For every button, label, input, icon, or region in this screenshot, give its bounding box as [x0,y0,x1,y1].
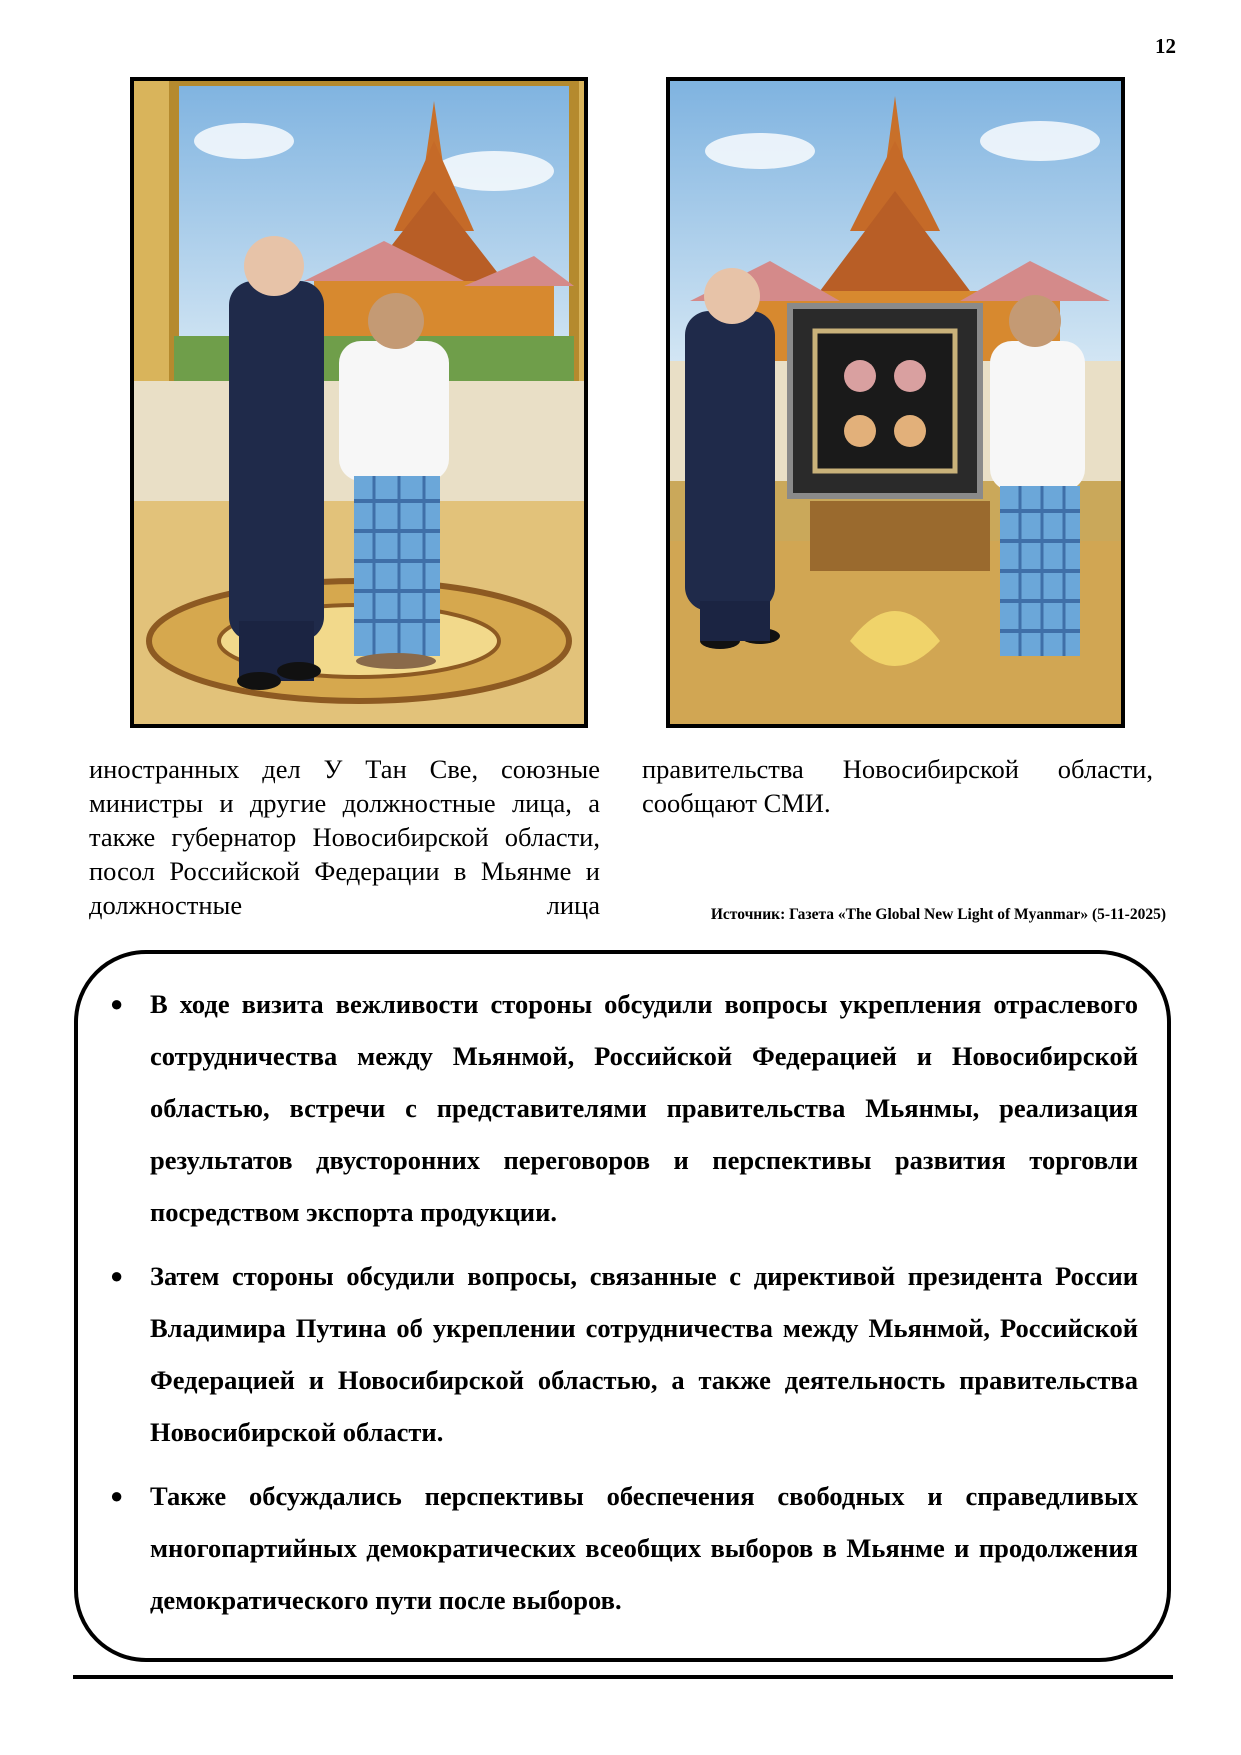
bullet-icon: ● [110,991,124,1016]
article-source: Источник: Газета «The Global New Light of Myanmar» (5-11-2025) [710,906,1166,923]
summary-item [110,978,1138,1238]
summary-list [110,978,1138,1638]
summary-item-text: Также обсуждались перспективы обеспечения свободных и справедливых многопартийных демократических всеобщих выборов в Мьянме и продолжения демократического пути после выборов. [150,1481,1138,1615]
bullet-icon: ● [110,1483,124,1508]
summary-item-text: Затем стороны обсудили вопросы, связанные с директивой президента России Владимира Путина об укреплении сотрудничества между Мьянмой, Российской Федерацией и Новосибирской областью, а также деятельность правительства Новосибирской области. [150,1261,1138,1447]
article-left-column: иностранных дел У Тан Све, союзные министры и другие должностные лица, а также губернатор Новосибирской области, посол Российской Федерации в Мьянме и должностные лица [89,754,600,920]
photo-handshake [130,77,588,728]
article-right-column: правительства Новосибирской области, сообщают СМИ. [642,754,1153,818]
photo-gift-presentation [666,77,1125,728]
page-number: 12 [1155,34,1176,58]
summary-item-text: В ходе визита вежливости стороны обсудили вопросы укрепления отраслевого сотрудничества между Мьянмой, Российской Федерацией и Новосибирской областью, встречи с представителями правительства Мьянмы, реализация результатов двусторонних переговоров и перспективы развития торговли посредством экспорта продукции. [150,989,1138,1227]
bottom-rule [73,1675,1173,1679]
bullet-icon: ● [110,1263,124,1288]
summary-item [110,1250,1138,1458]
photo-handshake-icon [134,81,584,724]
summary-item [110,1470,1138,1626]
summary-box [74,950,1171,1662]
photo-gift-presentation-icon [670,81,1121,724]
